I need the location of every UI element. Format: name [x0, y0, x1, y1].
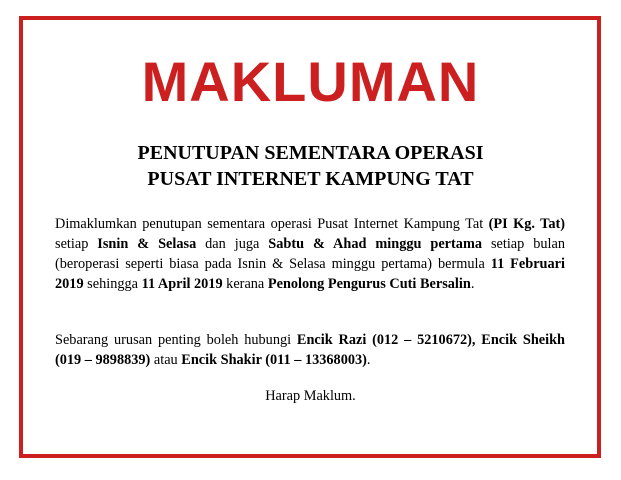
closed-days-weekend: Sabtu & Ahad minggu pertama — [268, 236, 482, 252]
text-segment: setiap bulan (beroperasi seperti biasa pada Isnin & Selasa minggu pertama) bermula — [55, 236, 565, 272]
end-date: 11 April 2019 — [141, 276, 223, 292]
contact-paragraph — [55, 330, 565, 370]
text-segment: . — [470, 276, 475, 292]
notice-subtitle — [0, 140, 621, 192]
center-abbreviation: (PI Kg. Tat) — [488, 216, 565, 232]
contact-names-1: Encik Razi (012 – 5210672), Encik Sheikh (019 – 9898839) — [55, 332, 565, 368]
text-segment: dan juga — [196, 236, 269, 252]
text-segment: Sebarang urusan penting boleh hubungi — [55, 332, 297, 348]
notice-headline: MAKLUMAN — [141, 50, 480, 113]
closure-paragraph — [55, 214, 565, 294]
text-segment: atau — [150, 352, 182, 368]
closure-reason: Penolong Pengurus Cuti Bersalin — [267, 276, 471, 292]
subtitle-line-2: PUSAT INTERNET KAMPUNG TAT — [147, 168, 474, 190]
text-segment: sehingga — [83, 276, 142, 292]
text-segment: . — [366, 352, 371, 368]
text-segment: Dimaklumkan penutupan sementara operasi Pusat Internet Kampung Tat — [55, 216, 489, 232]
subtitle-line-1: PENUTUPAN SEMENTARA OPERASI — [137, 142, 484, 164]
text-segment: setiap — [55, 236, 98, 252]
text-segment: kerana — [222, 276, 268, 292]
contact-names-2: Encik Shakir (011 – 13368003) — [181, 352, 367, 368]
start-date: 11 Februari 2019 — [55, 256, 565, 292]
closing-line: Harap Maklum. — [265, 388, 356, 404]
closed-days-weekday: Isnin & Selasa — [97, 236, 197, 252]
